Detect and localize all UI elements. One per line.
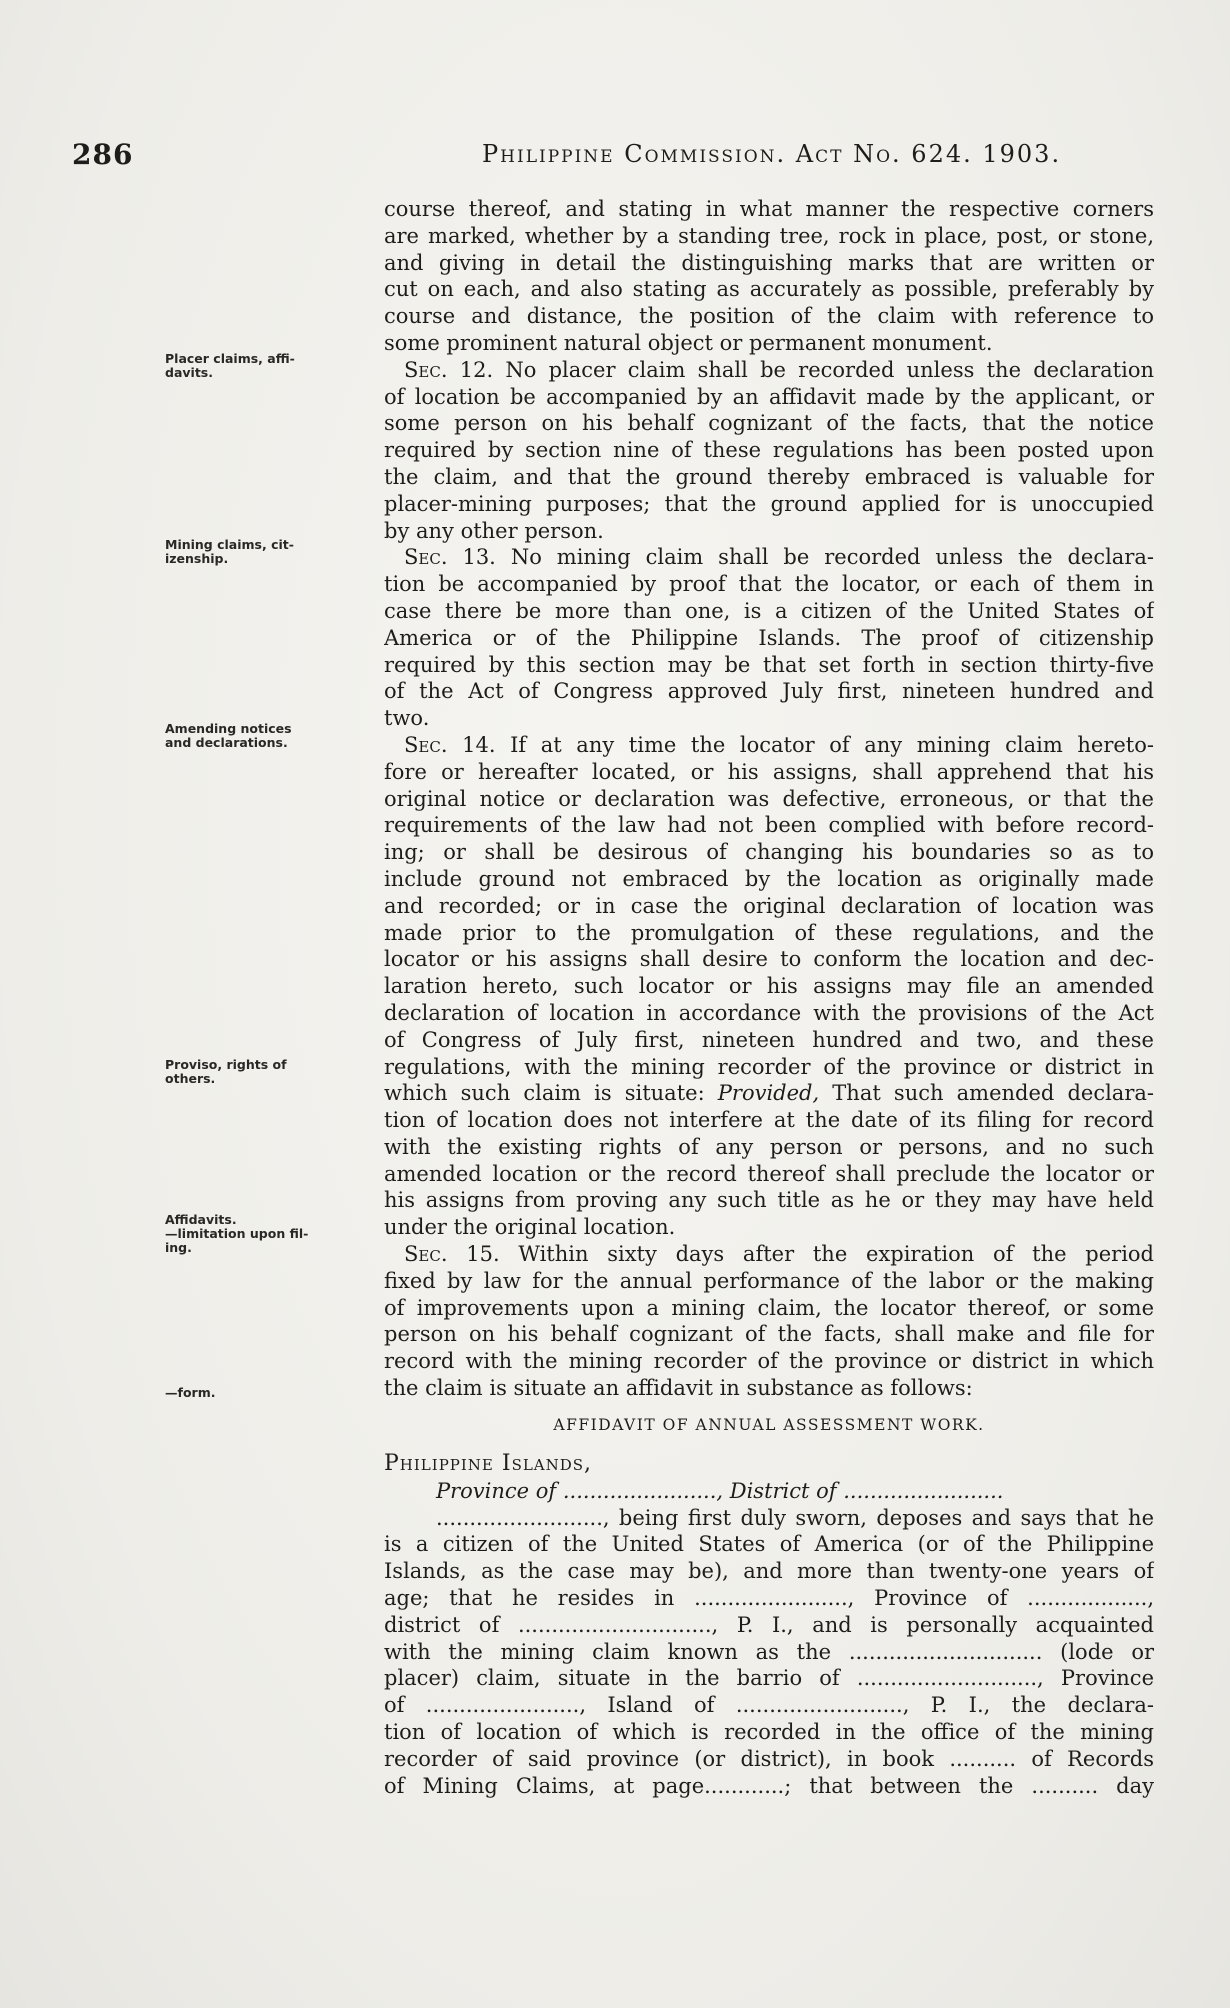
form-line: recorder of said province (or district), in book .......... of Records [384, 1746, 1154, 1771]
body-line: requirements of the law had not been complied with before record- [384, 813, 1154, 838]
body-line: and giving in detail the distinguishing marks that are written or [384, 250, 1154, 275]
main-text [384, 196, 1154, 1799]
body-line: two. [384, 706, 430, 731]
margin-note-affidavits: Affidavits. —limitation upon fil- ing. [165, 1212, 309, 1255]
running-head: Philippine Commission. Act No. 624. 1903. [482, 140, 1062, 168]
body-line: include ground not embraced by the location as originally made [384, 866, 1154, 891]
body-line: made prior to the promulgation of these regulations, and the [384, 920, 1154, 945]
body-line: amended location or the record thereof shall preclude the locator or [384, 1161, 1154, 1186]
body-line: of improvements upon a mining claim, the locator thereof, or some [384, 1295, 1154, 1320]
form-body [384, 1505, 1154, 1800]
body-line: regulations, with the mining recorder of the province or district in [384, 1054, 1154, 1079]
margin-note-mining-claims-citizenship: Mining claims, cit- izenship. [165, 537, 294, 566]
body-line: course and distance, the position of the claim with reference to [384, 304, 1154, 329]
form-line: ........................., being first duly sworn, deposes and says that he [436, 1505, 1154, 1530]
body-line: Sec. 12. No placer claim shall be recorded unless the declaration [404, 357, 1154, 382]
body-line: which such claim is situate: Provided, That such amended declara- [384, 1081, 1154, 1106]
body-line: case there be more than one, is a citizen of the United States of [384, 598, 1154, 623]
body-line: of Congress of July first, nineteen hundred and two, and these [384, 1027, 1154, 1052]
body-line: declaration of location in accordance with the provisions of the Act [384, 1000, 1154, 1025]
form-line: of ......................., Island of ........................., P. I., the declara- [384, 1693, 1154, 1718]
body-line: fore or hereafter located, or his assigns, shall apprehend that his [384, 759, 1154, 784]
body-line: America or of the Philippine Islands. The proof of citizenship [384, 625, 1154, 650]
body-line: required by this section may be that set forth in section thirty-five [384, 652, 1154, 677]
body-text [384, 196, 1154, 1402]
body-line: his assigns from proving any such title as he or they may have held [384, 1188, 1154, 1213]
margin-note-form: —form. [165, 1385, 216, 1400]
body-line: Sec. 15. Within sixty days after the expiration of the period [404, 1242, 1154, 1267]
page-number: 286 [72, 138, 134, 171]
body-line: cut on each, and also stating as accurately as possible, preferably by [384, 277, 1154, 302]
body-line: some person on his behalf cognizant of the facts, that the notice [384, 411, 1154, 436]
form-line: with the mining claim known as the ............................. (lode or [384, 1639, 1154, 1664]
body-line: and recorded; or in case the original declaration of location was [384, 893, 1154, 918]
body-line: original notice or declaration was defective, erroneous, or that the [384, 786, 1154, 811]
margin-note-proviso: Proviso, rights of others. [165, 1057, 287, 1086]
body-line: placer-mining purposes; that the ground applied for is unoccupied [384, 491, 1154, 516]
body-line: of the Act of Congress approved July first, nineteen hundred and [384, 679, 1154, 704]
body-line: the claim is situate an affidavit in substance as follows: [384, 1376, 973, 1401]
body-line: required by section nine of these regulations has been posted upon [384, 438, 1154, 463]
body-line: fixed by law for the annual performance of the labor or the making [384, 1268, 1154, 1293]
body-line: some prominent natural object or permanent monument. [384, 330, 993, 355]
form-line: tion of location of which is recorded in the office of the mining [384, 1720, 1154, 1745]
page-header [72, 138, 1072, 178]
form-line: Islands, as the case may be), and more than twenty-one years of [384, 1559, 1154, 1584]
body-line: Sec. 13. No mining claim shall be recorded unless the declara- [404, 545, 1154, 570]
body-line: locator or his assigns shall desire to conform the location and dec- [384, 947, 1154, 972]
body-line: tion be accompanied by proof that the locator, or each of them in [384, 572, 1154, 597]
body-line: with the existing rights of any person or persons, and no such [384, 1134, 1154, 1159]
body-line: record with the mining recorder of the province or district in which [384, 1349, 1154, 1374]
body-line: course thereof, and stating in what manner the respective corners [384, 197, 1154, 221]
body-line: are marked, whether by a standing tree, rock in place, post, or stone, [384, 223, 1154, 248]
body-line: the claim, and that the ground thereby embraced is valuable for [384, 464, 1154, 489]
body-line: Sec. 14. If at any time the locator of any mining claim hereto- [404, 732, 1154, 757]
form-line: age; that he resides in ......................., Province of .................., [384, 1586, 1154, 1611]
form-heading: Philippine Islands, [384, 1450, 593, 1476]
body-line: tion of location does not interfere at the date of its filing for record [384, 1108, 1154, 1133]
form-line: of Mining Claims, at page............; that between the .......... day [384, 1773, 1154, 1798]
form-province-line: Province of ......................., District of ........................ [436, 1478, 1004, 1503]
form-line: placer) claim, situate in the barrio of ..........................., Province [384, 1666, 1154, 1691]
form-line: district of ............................., P. I., and is personally acquainted [384, 1612, 1154, 1637]
body-line: of location be accompanied by an affidavit made by the applicant, or [384, 384, 1154, 409]
form-line: is a citizen of the United States of America (or of the Philippine [384, 1532, 1154, 1557]
body-line: by any other person. [384, 518, 604, 543]
body-line: under the original location. [384, 1215, 676, 1240]
body-line: ing; or shall be desirous of changing his boundaries so as to [384, 840, 1154, 865]
margin-note-placer-claims: Placer claims, affi- davits. [165, 351, 295, 380]
margin-note-amending-notices: Amending notices and declarations. [165, 721, 292, 750]
body-line: person on his behalf cognizant of the facts, shall make and file for [384, 1322, 1154, 1347]
body-line: laration hereto, such locator or his assigns may file an amended [384, 974, 1154, 999]
form-title: AFFIDAVIT OF ANNUAL ASSESSMENT WORK. [553, 1415, 985, 1434]
